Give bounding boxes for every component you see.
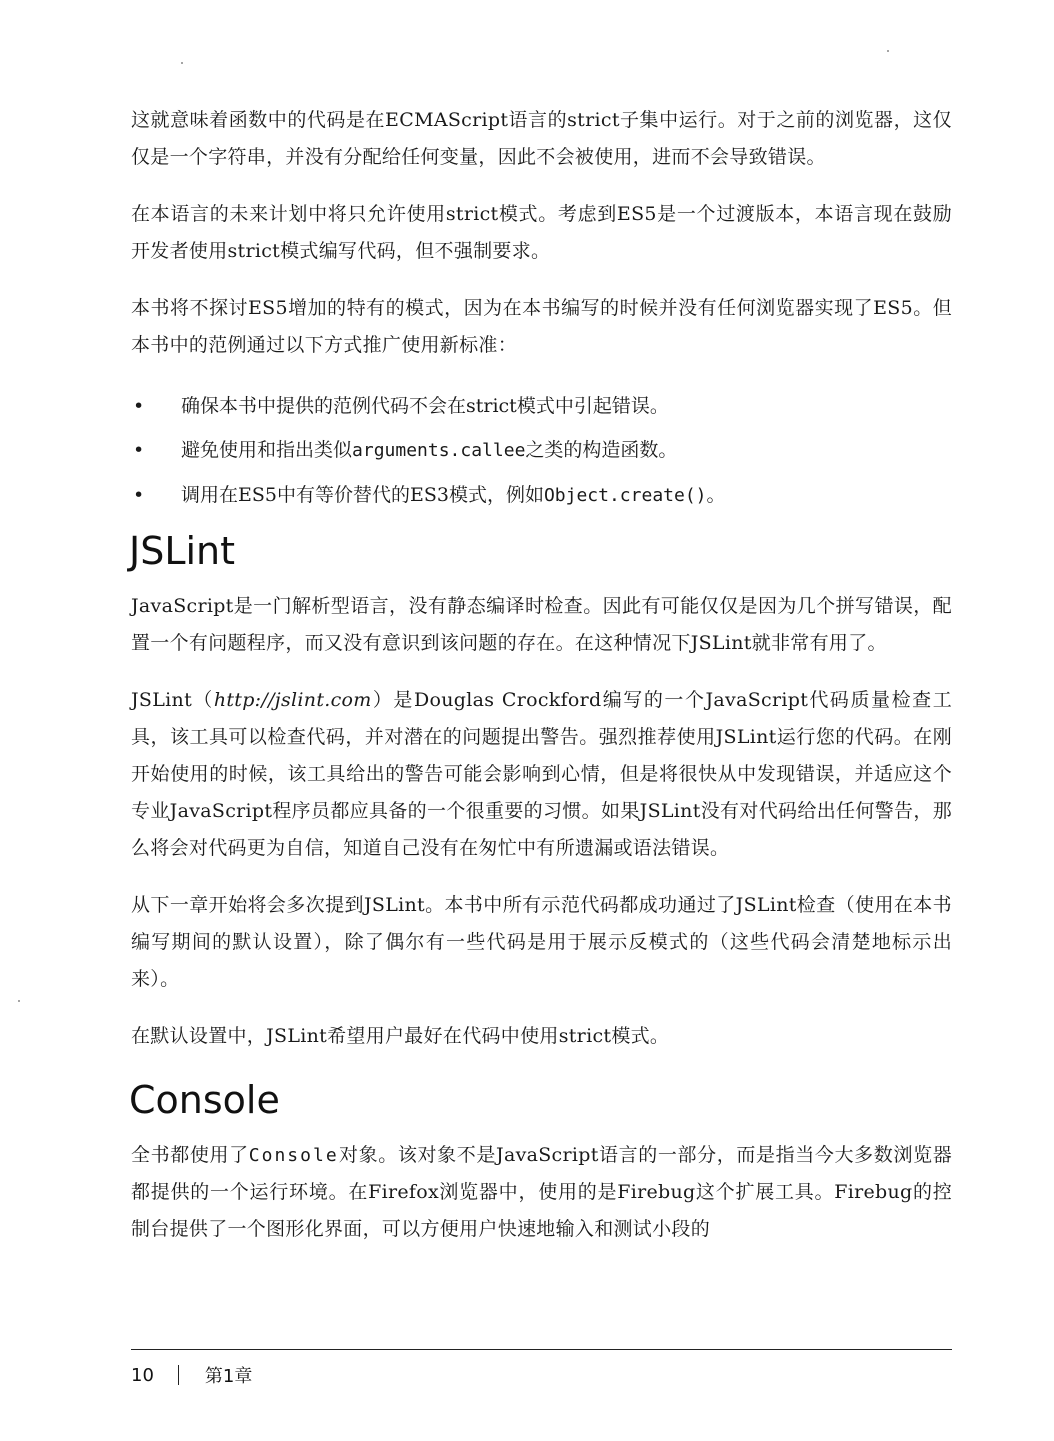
jslint-paragraph-1: JavaScript是一门解析型语言，没有静态编译时检查。因此有可能仅仅是因为几个拼写错误，配置一个有问题程序，而又没有意识到该问题的存在。在这种情况下JSLint就非常有用了。 — [131, 595, 952, 654]
bullet-text-post: 。 — [706, 484, 726, 506]
scan-speck — [181, 62, 183, 64]
inline-code: Object.create() — [543, 485, 707, 506]
jslint-paragraph-4: 在默认设置中，JSLint希望用户最好在代码中使用strict模式。 — [131, 1025, 670, 1047]
list-item — [131, 473, 952, 518]
jslint-paragraph-2 — [131, 682, 952, 867]
page-number: 10 — [131, 1364, 154, 1386]
list-item — [131, 384, 952, 428]
scan-speck — [887, 50, 889, 52]
console-paragraph-1-post: 对象。该对象不是JavaScript语言的一部分，而是指当今大多数浏览器都提供的一个运行环境。在Firefox浏览器中，使用的是Firebug这个扩展工具。Firebug的控制台提供了一个图形化界面，可以方便用户快速地输入和测试小段的 — [131, 1144, 953, 1240]
chapter-label: 第1章 — [204, 1366, 253, 1387]
intro-paragraph-1: 这就意味着函数中的代码是在ECMAScript语言的strict子集中运行。对于之前的浏览器，这仅仅是一个字符串，并没有分配给任何变量，因此不会被使用，进而不会导致错误。 — [131, 109, 952, 168]
bullet-text: 确保本书中提供的范例代码不会在strict模式中引起错误。 — [181, 395, 669, 417]
inline-code: arguments.callee — [352, 440, 526, 461]
jslint-paragraph-2-pre: JSLint（ — [131, 689, 214, 711]
page-footer — [131, 1362, 252, 1388]
list-item — [131, 428, 952, 473]
bullet-marker: • — [133, 395, 145, 417]
page-body — [131, 102, 952, 1268]
console-paragraph-1-pre: 全书都使用了 — [131, 1144, 249, 1166]
intro-paragraph-3: 本书将不探讨ES5增加的特有的模式，因为在本书编写的时候并没有任何浏览器实现了ES5。但本书中的范例通过以下方式推广使用新标准： — [131, 297, 952, 356]
scan-speck — [18, 1000, 20, 1002]
bullet-marker: • — [133, 484, 145, 506]
jslint-paragraph-3: 从下一章开始将会多次提到JSLint。本书中所有示范代码都成功通过了JSLint检查（使用在本书编写期间的默认设置），除了偶尔有一些代码是用于展示反模式的（这些代码会清楚地标示出来）。 — [131, 894, 952, 990]
jslint-paragraph-2-post: ）是Douglas Crockford编写的一个JavaScript代码质量检查工具，该工具可以检查代码，并对潜在的问题提出警告。强烈推荐使用JSLint运行您的代码。在刚开始使用的时候，该工具给出的警告可能会影响到心情，但是将很快从中发现错误，并适应这个专业JavaScript程序员都应具备的一个很重要的习惯。如果JSLint没有对代码给出任何警告，那么将会对代码更为自信，知道自己没有在匆忙中有所遗漏或语法错误。 — [131, 689, 952, 859]
footer-separator — [178, 1365, 179, 1385]
inline-code: Console — [248, 1145, 339, 1166]
jslint-url-link[interactable]: http://jslint.com — [213, 689, 372, 711]
bullet-list — [131, 384, 952, 518]
bullet-text-pre: 调用在ES5中有等价替代的ES3模式，例如 — [181, 484, 544, 506]
section-heading-jslint: JSLint — [129, 529, 236, 573]
intro-paragraph-2: 在本语言的未来计划中将只允许使用strict模式。考虑到ES5是一个过渡版本，本语言现在鼓励开发者使用strict模式编写代码，但不强制要求。 — [131, 203, 952, 262]
footer-divider — [131, 1349, 952, 1350]
console-paragraph-1 — [131, 1137, 952, 1248]
bullet-text-post: 之类的构造函数。 — [525, 439, 678, 461]
bullet-marker: • — [133, 439, 145, 461]
section-heading-console: Console — [129, 1078, 280, 1122]
bullet-text-pre: 避免使用和指出类似 — [181, 439, 353, 461]
